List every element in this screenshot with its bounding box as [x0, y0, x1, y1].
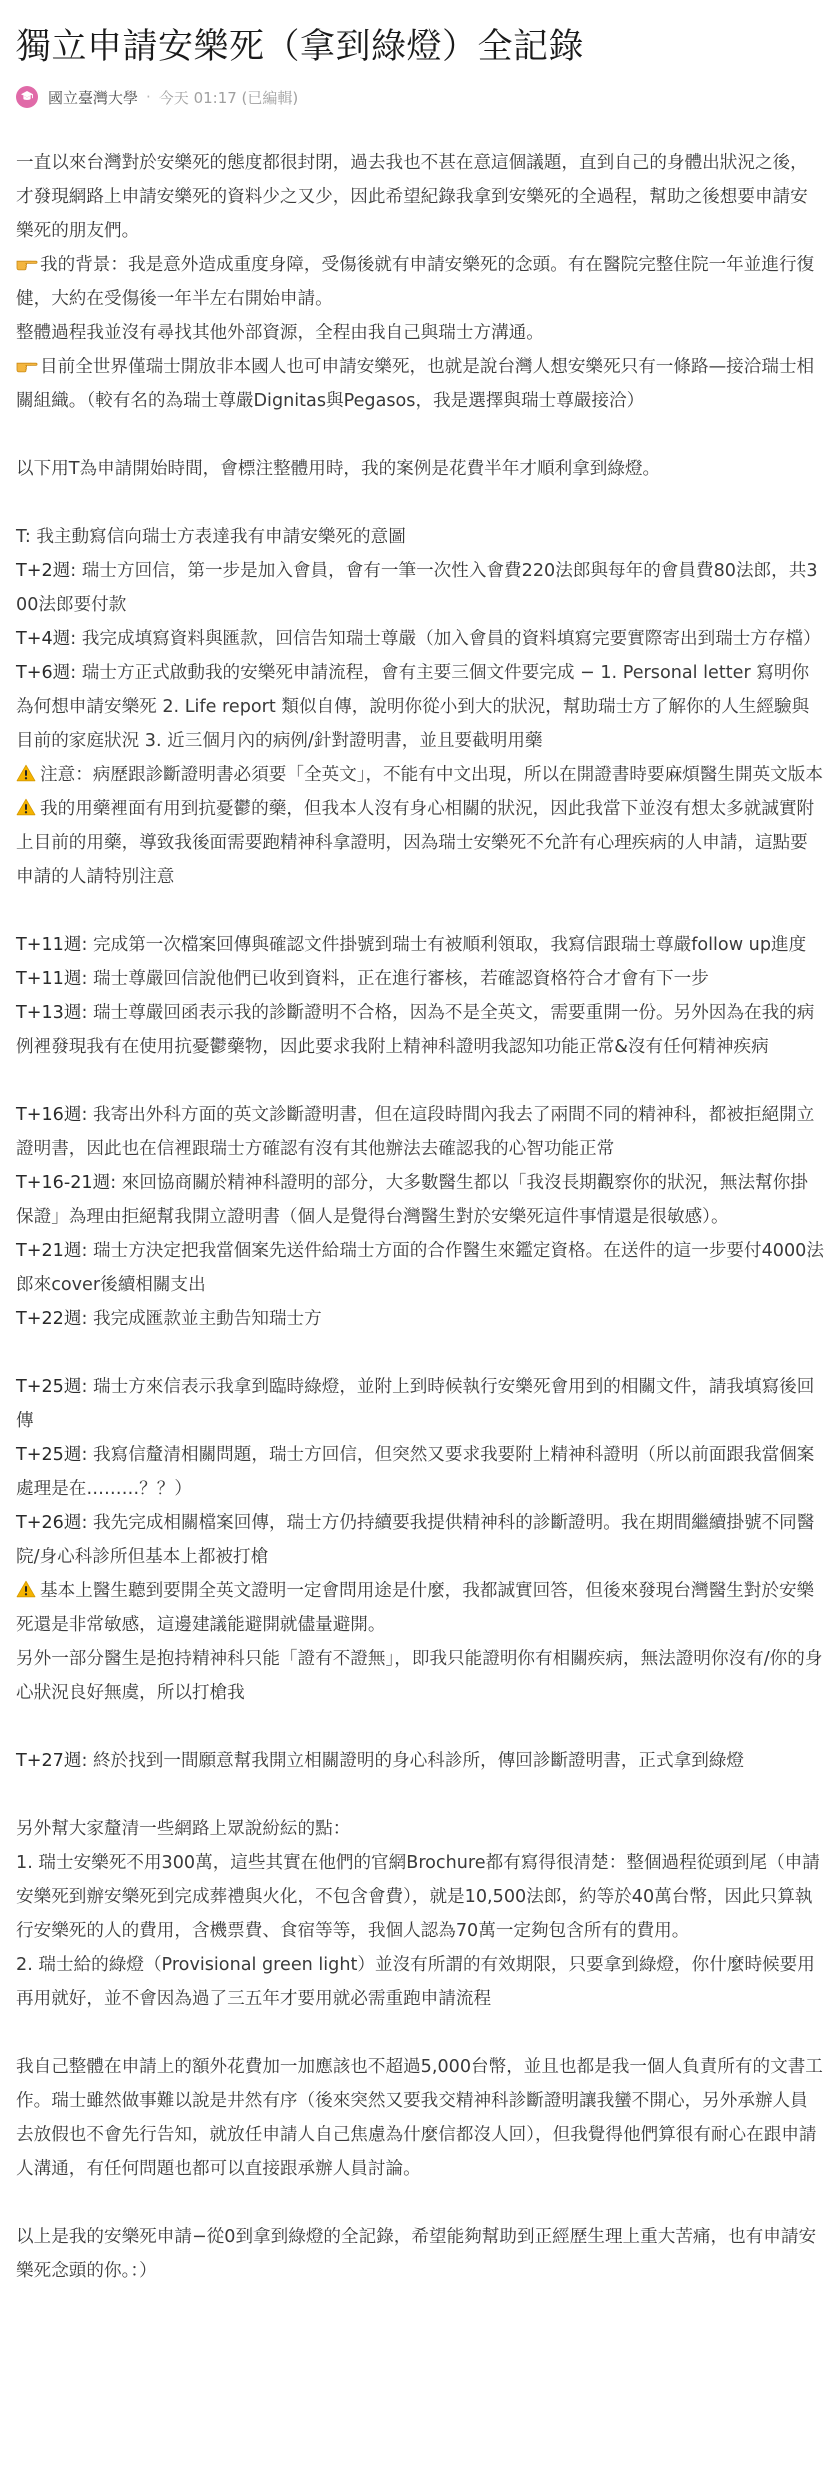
school-avatar-icon[interactable] [16, 86, 38, 108]
paragraph-text: : 我寄出外科方面的英文診斷證明書，但在這段時間內我去了兩間不同的精神科，都被拒絕開立證明書，因此也在信裡跟瑞士方確認有沒有其他辦法去確認我的心智功能正常 [16, 1105, 815, 1159]
content-paragraph [16, 1642, 824, 1710]
paragraph-gap [16, 418, 824, 452]
timeline-week-label: T+16-21週 [16, 1173, 111, 1193]
paragraph-gap [16, 486, 824, 520]
paragraph-text: : 瑞士尊嚴回函表示我的診斷證明不合格，因為不是全英文，需要重開一份。另外因為在我的病例裡發現我有在使用抗憂鬱藥物，因此要求我附上精神科證明我認知功能正常&沒有任何精神疾病 [16, 1003, 815, 1057]
content-paragraph [16, 962, 824, 996]
author-school[interactable]: 國立臺灣大學 [48, 88, 139, 107]
content-paragraph [16, 1948, 824, 2016]
paragraph-text: : 終於找到一間願意幫我開立相關證明的身心科診所，傳回診斷證明書，正式拿到綠燈 [81, 1751, 744, 1771]
timeline-week-label: T+27週 [16, 1751, 82, 1771]
paragraph-text: : 我寫信釐清相關問題，瑞士方回信，但突然又要求我要附上精神科證明（所以前面跟我當個案處理是在………？？） [16, 1445, 815, 1499]
content-paragraph [16, 1846, 824, 1948]
paragraph-text: T: 我主動寫信向瑞士方表達我有申請安樂死的意圖 [16, 527, 406, 547]
content-paragraph [16, 1812, 824, 1846]
paragraph-text: : 瑞士方來信表示我拿到臨時綠燈，並附上到時候執行安樂死會用到的相關文件，請我填寫後回傳 [16, 1377, 815, 1431]
content-paragraph [16, 1506, 824, 1574]
timeline-week-label: T+22週 [16, 1309, 82, 1329]
paragraph-text: : 完成第一次檔案回傳與確認文件掛號到瑞士有被順利領取，我寫信跟瑞士尊嚴follow up進度 [81, 935, 807, 955]
warning-sign-icon [16, 1580, 40, 1598]
paragraph-text: 基本上醫生聽到要開全英文證明一定會問用途是什麼，我都誠實回答，但後來發現台灣醫生對於安樂死還是非常敏感，這邊建議能避開就儘量避開。 [16, 1581, 815, 1635]
paragraph-text: : 來回協商關於精神科證明的部分，大多數醫生都以「我沒長期觀察你的狀況，無法幫你掛保證」為理由拒絕幫我開立證明書（個人是覺得台灣醫生對於安樂死這件事情還是很敏感）。 [16, 1173, 808, 1227]
paragraph-text: : 瑞士方決定把我當個案先送件給瑞士方面的合作醫生來鑑定資格。在送件的這一步要付4000法郎來cover後續相關支出 [16, 1241, 824, 1295]
paragraph-text: : 瑞士尊嚴回信說他們已收到資料，正在進行審核，若確認資格符合才會有下一步 [81, 969, 709, 989]
paragraph-text: 另外一部分醫生是抱持精神科只能「證有不證無」，即我只能證明你有相關疾病，無法證明你沒有/你的身心狀況良好無虞，所以打槍我 [16, 1649, 823, 1703]
content-paragraph [16, 622, 824, 656]
paragraph-text: : 我先完成相關檔案回傳，瑞士方仍持續要我提供精神科的診斷證明。我在期間繼續掛號不同醫院/身心科診所但基本上都被打槍 [16, 1513, 815, 1567]
paragraph-text: 2. 瑞士給的綠燈（Provisional green light）並沒有所謂的有效期限，只要拿到綠燈，你什麼時候要用再用就好，並不會因為過了三五年才要用就必需重跑申請流程 [16, 1955, 815, 2009]
timeline-week-label: T+13週 [16, 1003, 82, 1023]
content-paragraph [16, 1744, 824, 1778]
timeline-week-label: T+4週 [16, 629, 71, 649]
content-paragraph [16, 1234, 824, 1302]
post-content [16, 146, 824, 2288]
content-paragraph [16, 1166, 824, 1234]
paragraph-text: 我的背景：我是意外造成重度身障，受傷後就有申請安樂死的念頭。有在醫院完整住院一年並進行復健，大約在受傷後一年半左右開始申請。 [16, 255, 815, 309]
content-paragraph [16, 758, 824, 792]
paragraph-text: 1. 瑞士安樂死不用300萬，這些其實在他們的官網Brochure都有寫得很清楚：整個過程從頭到尾（申請安樂死到辦安樂死到完成葬禮與火化，不包含會費），就是10,500法郎，約等於40萬台幣，因此只算執行安樂死的人的費用，含機票費、食宿等等，我個人認為70萬一定夠包含所有的費用。 [16, 1853, 820, 1941]
paragraph-gap [16, 894, 824, 928]
content-paragraph [16, 928, 824, 962]
backhand-index-pointing-right-icon [16, 254, 40, 272]
timeline-week-label: T+16週 [16, 1105, 82, 1125]
content-paragraph [16, 146, 824, 248]
paragraph-text: : 瑞士方回信，第一步是加入會員，會有一筆一次性入會費220法郎與每年的會員費80法郎，共300法郎要付款 [16, 561, 818, 615]
content-paragraph [16, 656, 824, 758]
content-paragraph [16, 520, 824, 554]
timeline-week-label: T+11週 [16, 935, 82, 955]
paragraph-text: 以下用T為申請開始時間，會標注整體用時，我的案例是花費半年才順利拿到綠燈。 [16, 459, 661, 479]
meta-separator: · [146, 88, 151, 106]
paragraph-text: 目前全世界僅瑞士開放非本國人也可申請安樂死，也就是說台灣人想安樂死只有一條路—接洽瑞士相關組織。（較有名的為瑞士尊嚴Dignitas與Pegasos，我是選擇與瑞士尊嚴接洽） [16, 357, 815, 411]
paragraph-text: 我自己整體在申請上的額外花費加一加應該也不超過5,000台幣，並且也都是我一個人負責所有的文書工作。瑞士雖然做事難以說是井然有序（後來突然又要我交精神科診斷證明讓我蠻不開心，另外承辦人員去放假也不會先行告知，就放任申請人自己焦慮為什麼信都沒人回），但我覺得他們算很有耐心在跟申請人溝通，有任何問題也都可以直接跟承辦人員討論。 [16, 2057, 823, 2179]
content-paragraph [16, 2220, 824, 2288]
content-paragraph [16, 452, 824, 486]
timeline-week-label: T+11週 [16, 969, 82, 989]
timeline-week-label: T+2週 [16, 561, 71, 581]
content-paragraph [16, 996, 824, 1064]
content-paragraph [16, 1574, 824, 1642]
content-paragraph [16, 1370, 824, 1438]
post-title: 獨立申請安樂死（拿到綠燈）全記錄 [16, 27, 585, 67]
content-paragraph [16, 554, 824, 622]
timeline-week-label: T+6週 [16, 663, 71, 683]
paragraph-text: 一直以來台灣對於安樂死的態度都很封閉，過去我也不甚在意這個議題，直到自己的身體出狀況之後，才發現網路上申請安樂死的資料少之又少，因此希望紀錄我拿到安樂死的全過程，幫助之後想要申請安樂死的朋友們。 [16, 153, 808, 241]
post-meta [16, 86, 824, 108]
timeline-week-label: T+21週 [16, 1241, 82, 1261]
paragraph-text: 注意：病歷跟診斷證明書必須要「全英文」，不能有中文出現，所以在開證書時要麻煩醫生開英文版本 [40, 765, 823, 785]
warning-sign-icon [16, 764, 40, 782]
content-paragraph [16, 792, 824, 894]
paragraph-text: 整體過程我並沒有尋找其他外部資源，全程由我自己與瑞士方溝通。 [16, 323, 544, 343]
paragraph-text: 我的用藥裡面有用到抗憂鬱的藥，但我本人沒有身心相關的狀況，因此我當下並沒有想太多就誠實附上目前的用藥，導致我後面需要跑精神科拿證明，因為瑞士安樂死不允許有心理疾病的人申請，這點要申請的人請特別注意 [16, 799, 815, 887]
paragraph-text: 以上是我的安樂死申請−從0到拿到綠燈的全記錄，希望能夠幫助到正經歷生理上重大苦痛，也有申請安樂死念頭的你。：） [16, 2227, 817, 2281]
timeline-week-label: T+25週 [16, 1377, 82, 1397]
content-paragraph [16, 350, 824, 418]
content-paragraph [16, 1302, 824, 1336]
paragraph-gap [16, 1336, 824, 1370]
timeline-week-label: T+25週 [16, 1445, 82, 1465]
paragraph-gap [16, 1710, 824, 1744]
paragraph-text: : 我完成匯款並主動告知瑞士方 [81, 1309, 322, 1329]
content-paragraph [16, 2050, 824, 2186]
content-paragraph [16, 316, 824, 350]
paragraph-gap [16, 1778, 824, 1812]
paragraph-text: : 瑞士方正式啟動我的安樂死申請流程，會有主要三個文件要完成 − 1. Personal letter 寫明你為何想申請安樂死 2. Life report 類似自傳，說明你從小到大的狀況，幫助瑞士方了解你的人生經驗與目前的家庭狀況 3. 近三個月內的病例/針對證明書，並且要截明用藥 [16, 663, 810, 751]
content-paragraph [16, 1438, 824, 1506]
paragraph-text: : 我完成填寫資料與匯款，回信告知瑞士尊嚴（加入會員的資料填寫完要實際寄出到瑞士方存檔） [70, 629, 821, 649]
content-paragraph [16, 1098, 824, 1166]
content-paragraph [16, 248, 824, 316]
backhand-index-pointing-right-icon [16, 356, 40, 374]
timeline-week-label: T+26週 [16, 1513, 82, 1533]
warning-sign-icon [16, 798, 40, 816]
paragraph-gap [16, 2186, 824, 2220]
post-timestamp: 今天 01:17 (已編輯) [158, 88, 299, 107]
paragraph-gap [16, 2016, 824, 2050]
paragraph-gap [16, 1064, 824, 1098]
paragraph-text: 另外幫大家釐清一些網路上眾說紛紜的點： [16, 1819, 351, 1839]
